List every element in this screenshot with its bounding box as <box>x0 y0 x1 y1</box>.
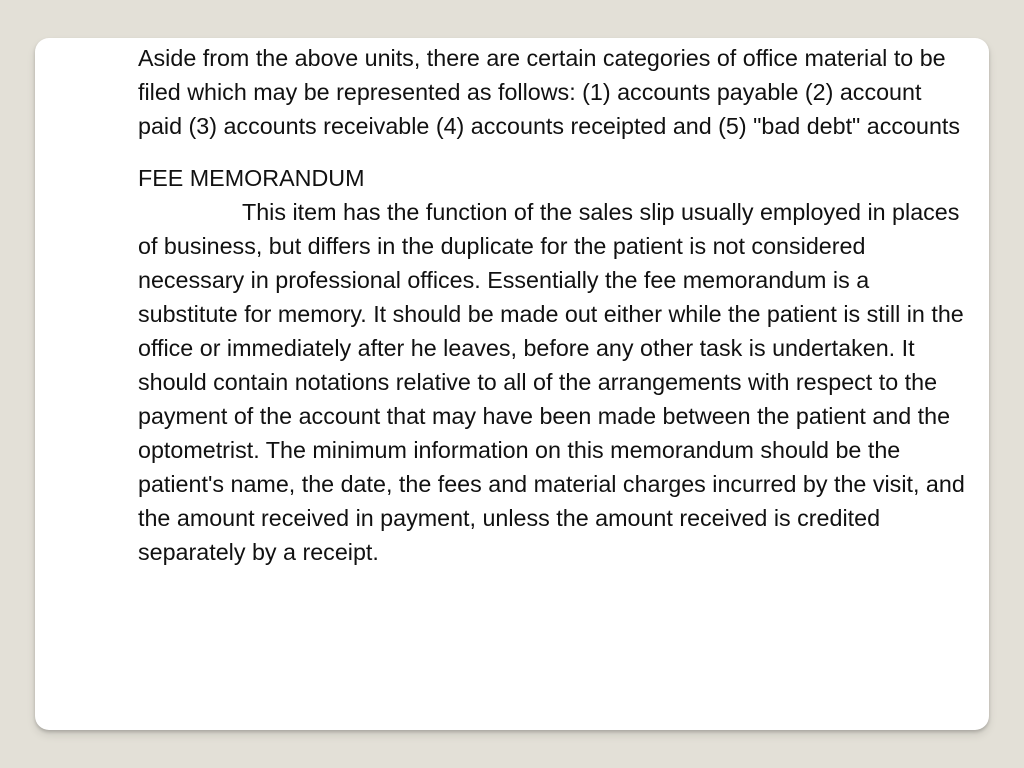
intro-paragraph: Aside from the above units, there are certain categories of office material to be filed which may be represented as follows: (1) accounts payable (2) account paid (3) accounts receivable (4) accounts receipted and (5) "bad debt" accounts <box>138 45 961 139</box>
fee-memorandum-paragraph: This item has the function of the sales slip usually employed in places of business, but differs in the duplicate for the patient is not considered necessary in professional offices. Essentially the fee memorandum is a substitute for memory. It should be made out either while the patient is still in the office or immediately after he leaves, before any other task is undertaken. It should contain notations relative to all of the arrangements with respect to the payment of the account that may have been made between the patient and the optometrist. The minimum information on this memorandum should be the patient's name, the date, the fees and material charges incurred by the visit, and the amount received in payment, unless the amount received is credited separately by a receipt. <box>138 199 965 565</box>
slide-text-block <box>138 41 968 569</box>
section-heading: FEE MEMORANDUM <box>138 165 365 191</box>
